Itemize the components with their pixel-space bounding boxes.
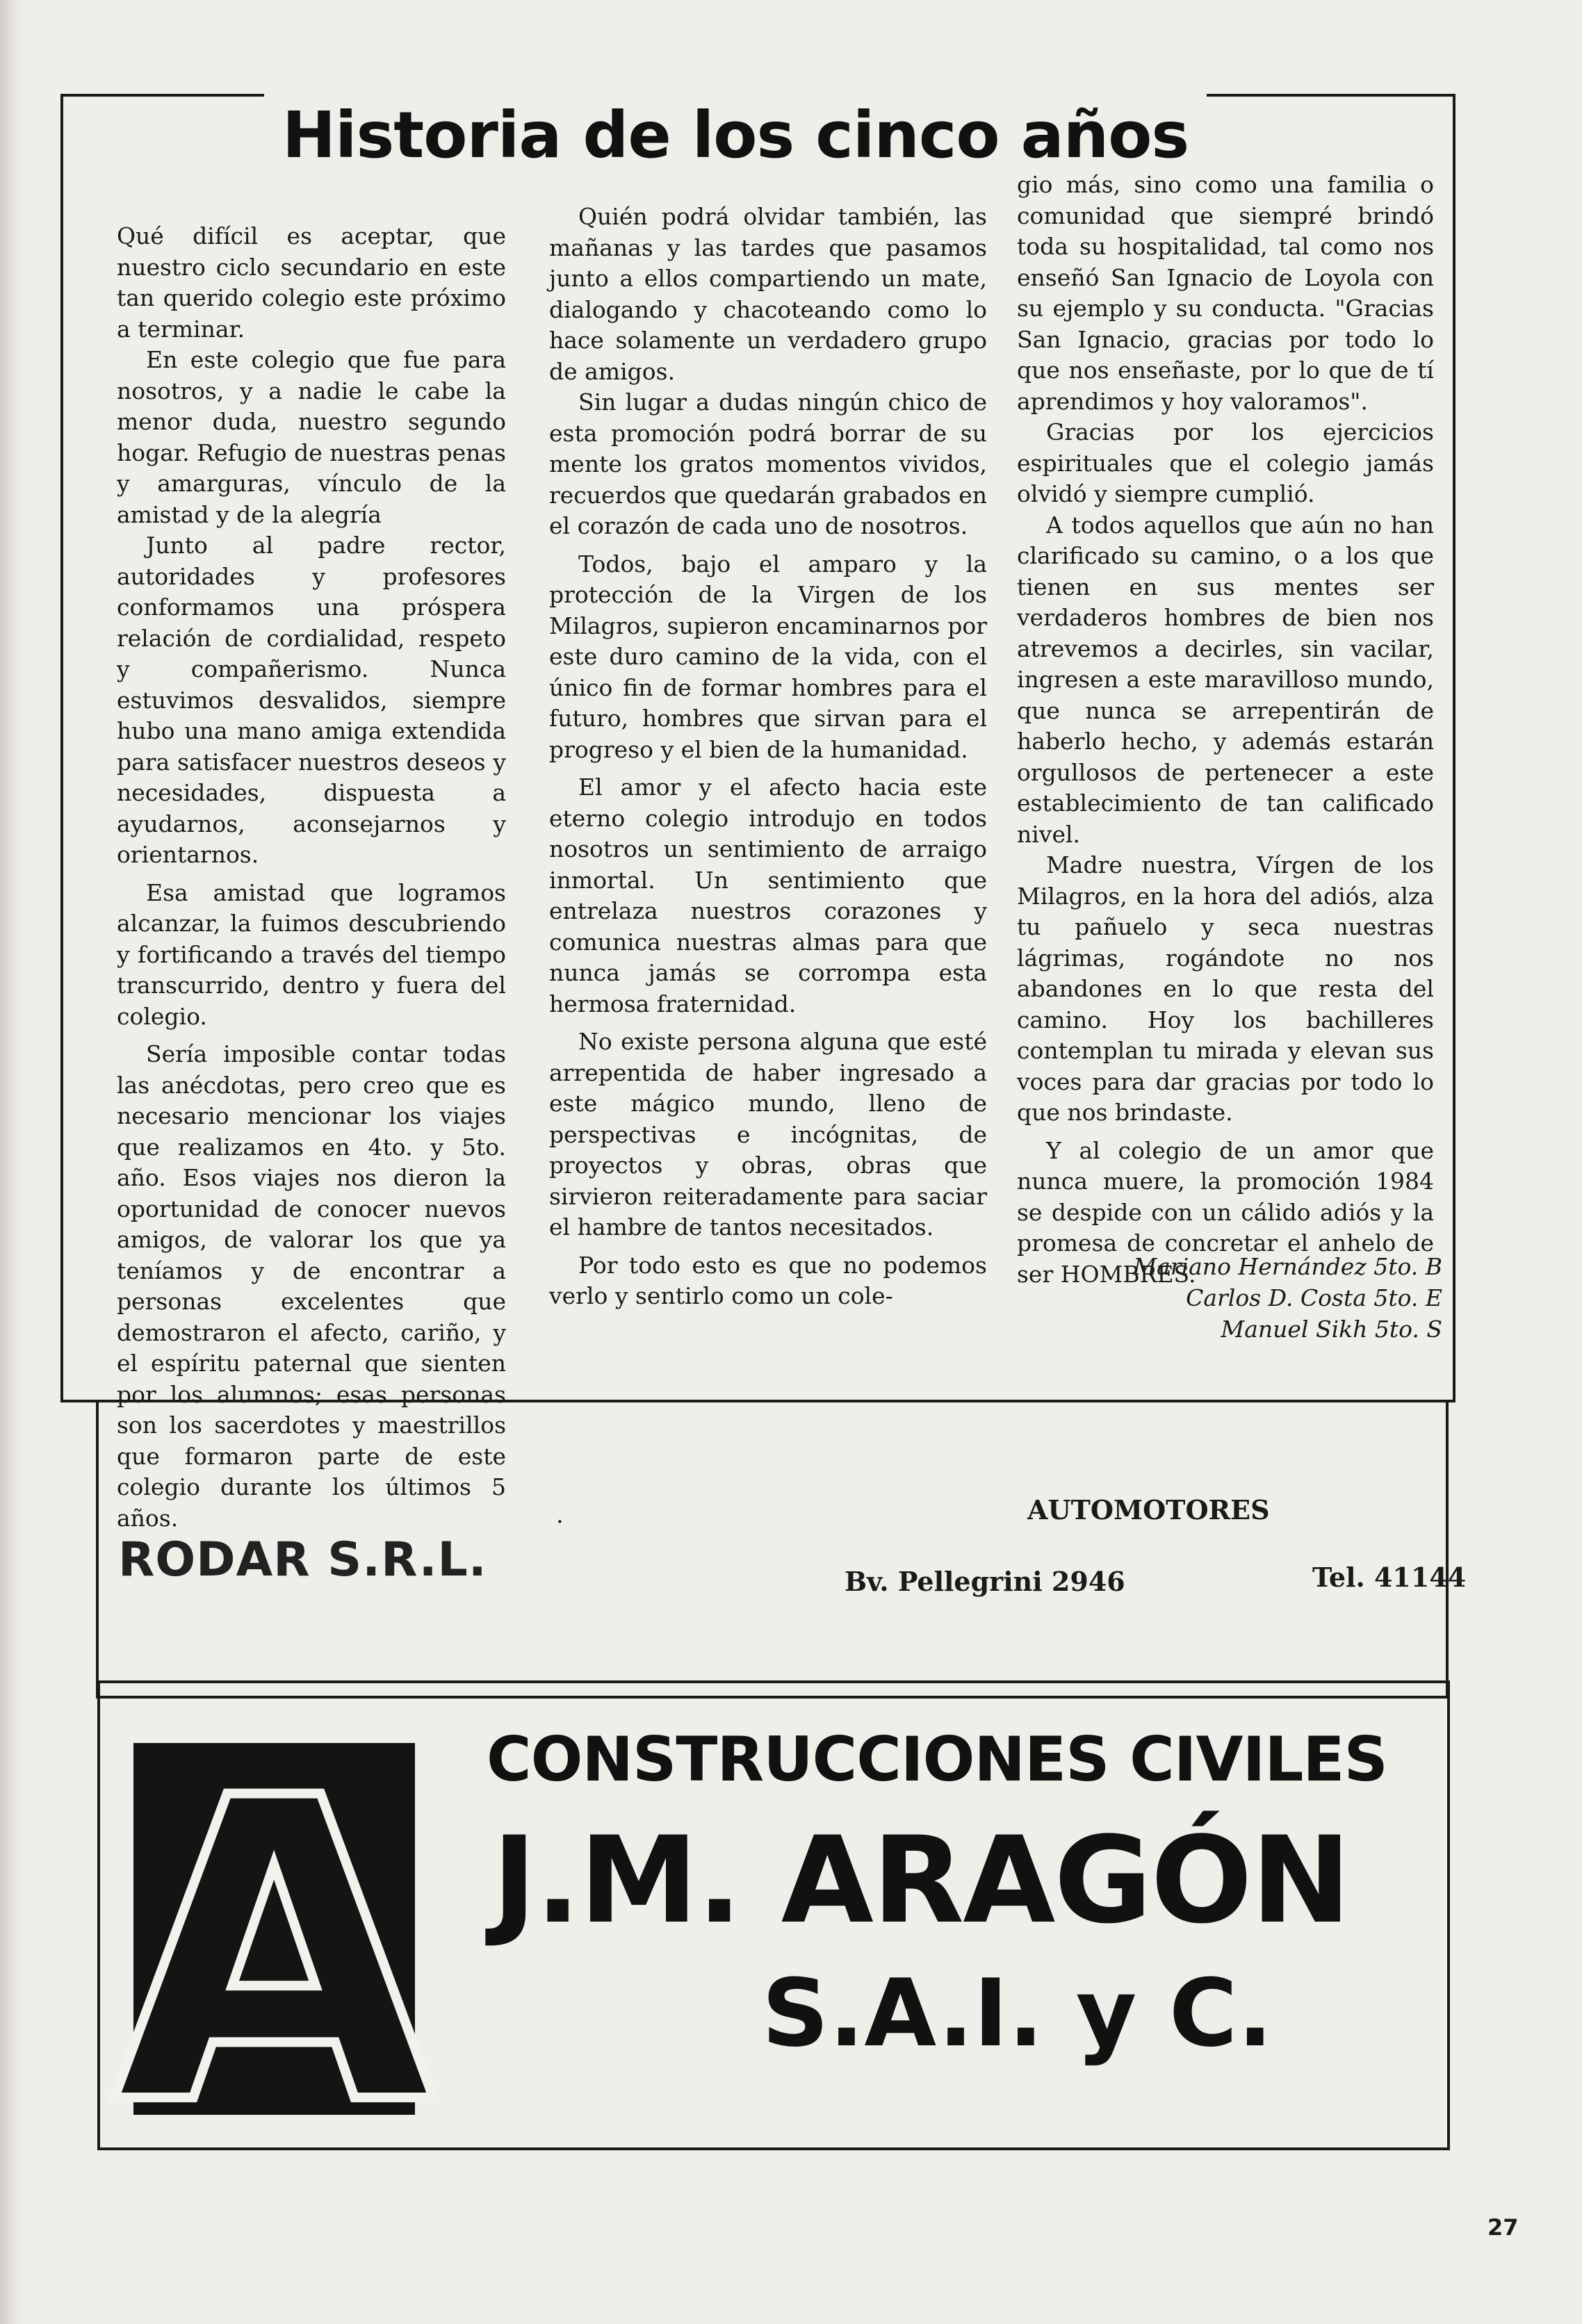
article-column-3 bbox=[1017, 170, 1434, 1290]
rodar-dot: . bbox=[556, 1501, 564, 1529]
paragraph: Junto al padre rector, autoridades y profesores conformamos una próspera relación de cordialidad, respeto y compañerismo. Nunca estuvimos desvalidos, siempre hubo una mano amiga extendida para satisfacer nuestros deseos y necesidades, dispuesta a ayudarnos, aconsejarnos y orientarnos. bbox=[117, 532, 506, 868]
signature-line: Mariano Hernández 5to. B bbox=[1133, 1253, 1442, 1280]
aragon-company-name: J.M. ARAGÓN bbox=[492, 1810, 1350, 1950]
paragraph: El amor y el afecto hacia este eterno colegio introdujo en todos nosotros un sentimiento de arraigo inmortal. Un sentimiento que entrelaza nuestros corazones y comunica nuestras almas para que nunca jamás se corrompa esta hermosa fraternidad. bbox=[549, 774, 987, 1017]
article-column-1 bbox=[117, 221, 506, 1534]
paragraph: A todos aquellos que aún no han clarificado su camino, o a los que tienen en sus mentes ser verdaderos hombres de bien nos atrevemos a decirles, sin vacilar, ingresen a este maravilloso mundo, que nunca se arrepentirán de haberlo hecho, y además estarán orgullosos de pertenecer a este establecimiento de tan calificado nivel. bbox=[1017, 511, 1434, 848]
rodar-business-type: AUTOMOTORES bbox=[1027, 1494, 1270, 1525]
paragraph: Quién podrá olvidar también, las mañanas y las tardes que pasamos junto a ellos compartiendo un mate, dialogando y chacoteando como lo hace solamente un verdadero grupo de amigos. bbox=[549, 203, 987, 385]
aragon-legal-suffix: S.A.I. y C. bbox=[762, 1959, 1273, 2068]
paragraph: Madre nuestra, Vírgen de los Milagros, en la hora del adiós, alza tu pañuelo y seca nuestras lágrimas, rogándote no nos abandones en lo que resta del camino. Hoy los bachilleres contemplan tu mirada y elevan sus voces para dar gracias por todo lo que nos brindaste. bbox=[1017, 851, 1434, 1126]
paragraph: gio más, sino como una familia o comunidad que siempré brindó toda su hospitalidad, tal como nos enseñó San Ignacio de Loyola con su ejemplo y su conducta. "Gracias San Ignacio, gracias por todo lo que nos enseñaste, por lo que de tí aprendimos y hoy valoramos". bbox=[1017, 171, 1434, 415]
page-number: 27 bbox=[1487, 2214, 1519, 2241]
article-signatures bbox=[1017, 1251, 1442, 1345]
paragraph: Por todo esto es que no podemos verlo y sentirlo como un cole- bbox=[549, 1251, 987, 1309]
rodar-company-name: RODAR S.R.L. bbox=[118, 1532, 487, 1587]
aragon-tagline: CONSTRUCCIONES CIVILES bbox=[487, 1724, 1387, 1795]
signature-line: Manuel Sikh 5to. S bbox=[1221, 1316, 1442, 1343]
page-binding-shadow bbox=[0, 0, 24, 2324]
article-title: Historia de los cinco años bbox=[264, 83, 1207, 188]
paragraph: En este colegio que fue para nosotros, y a nadie le cabe la menor duda, nuestro segundo hogar. Refugio de nuestras penas y amarguras, vínculo de la amistad y de la alegría bbox=[117, 346, 506, 528]
paragraph: Todos, bajo el amparo y la protección de la Virgen de los Milagros, supieron encaminarnos por este duro camino de la vida, con el único fin de formar hombres para el futuro, hombres que sirvan para el progreso y el bien de la humanidad. bbox=[549, 550, 987, 763]
paragraph: No existe persona alguna que esté arrepentida de haber ingresado a este mágico mundo, lleno de perspectivas e incógnitas, de proyectos y obras, obras que sirvieron reiteradamente para saciar el hambre de tantos necesitados. bbox=[549, 1028, 987, 1241]
paragraph: Sería imposible contar todas las anécdotas, pero creo que es necesario mencionar los viajes que realizamos en 4to. y 5to. año. Esos viajes nos dieron la oportunidad de conocer nuevos amigos, de valorar los que ya teníamos y de encontrar a personas excelentes que demostraron el afecto, cariño, y el espíritu paternal que sienten por los alumnos; esas personas son los sacerdotes y maestrillos que formaron parte de este colegio durante los últimos 5 años. bbox=[117, 1040, 506, 1532]
svg-text:A: A bbox=[112, 1710, 436, 2196]
paragraph: Gracias por los ejercicios espirituales que el colegio jamás olvidó y siempre cumplió. bbox=[1017, 418, 1434, 507]
signature-line: Carlos D. Costa 5to. E bbox=[1186, 1284, 1442, 1311]
article-column-2 bbox=[549, 202, 987, 1312]
paragraph: Esa amistad que logramos alcanzar, la fuimos descubriendo y fortificando a través del tiempo transcurrido, dentro y fuera del colegio. bbox=[117, 878, 506, 1030]
aragon-a-logo-icon bbox=[112, 1710, 436, 2196]
rodar-address: Bv. Pellegrini 2946 bbox=[845, 1566, 1125, 1597]
rodar-phone: Tel. 41144 bbox=[1312, 1562, 1467, 1593]
paragraph: Sin lugar a dudas ningún chico de esta promoción podrá borrar de su mente los gratos momentos vividos, recuerdos que quedarán grabados en el corazón de cada uno de nosotros. bbox=[549, 388, 987, 539]
paragraph: Qué difícil es aceptar, que nuestro ciclo secundario en este tan querido colegio este próximo a terminar. bbox=[117, 222, 506, 343]
paragraph: Y al colegio de un amor que nunca muere, la promoción 1984 se despide con un cálido adiós y la promesa de concretar el anhelo de ser HOMBRES. bbox=[1017, 1136, 1434, 1288]
